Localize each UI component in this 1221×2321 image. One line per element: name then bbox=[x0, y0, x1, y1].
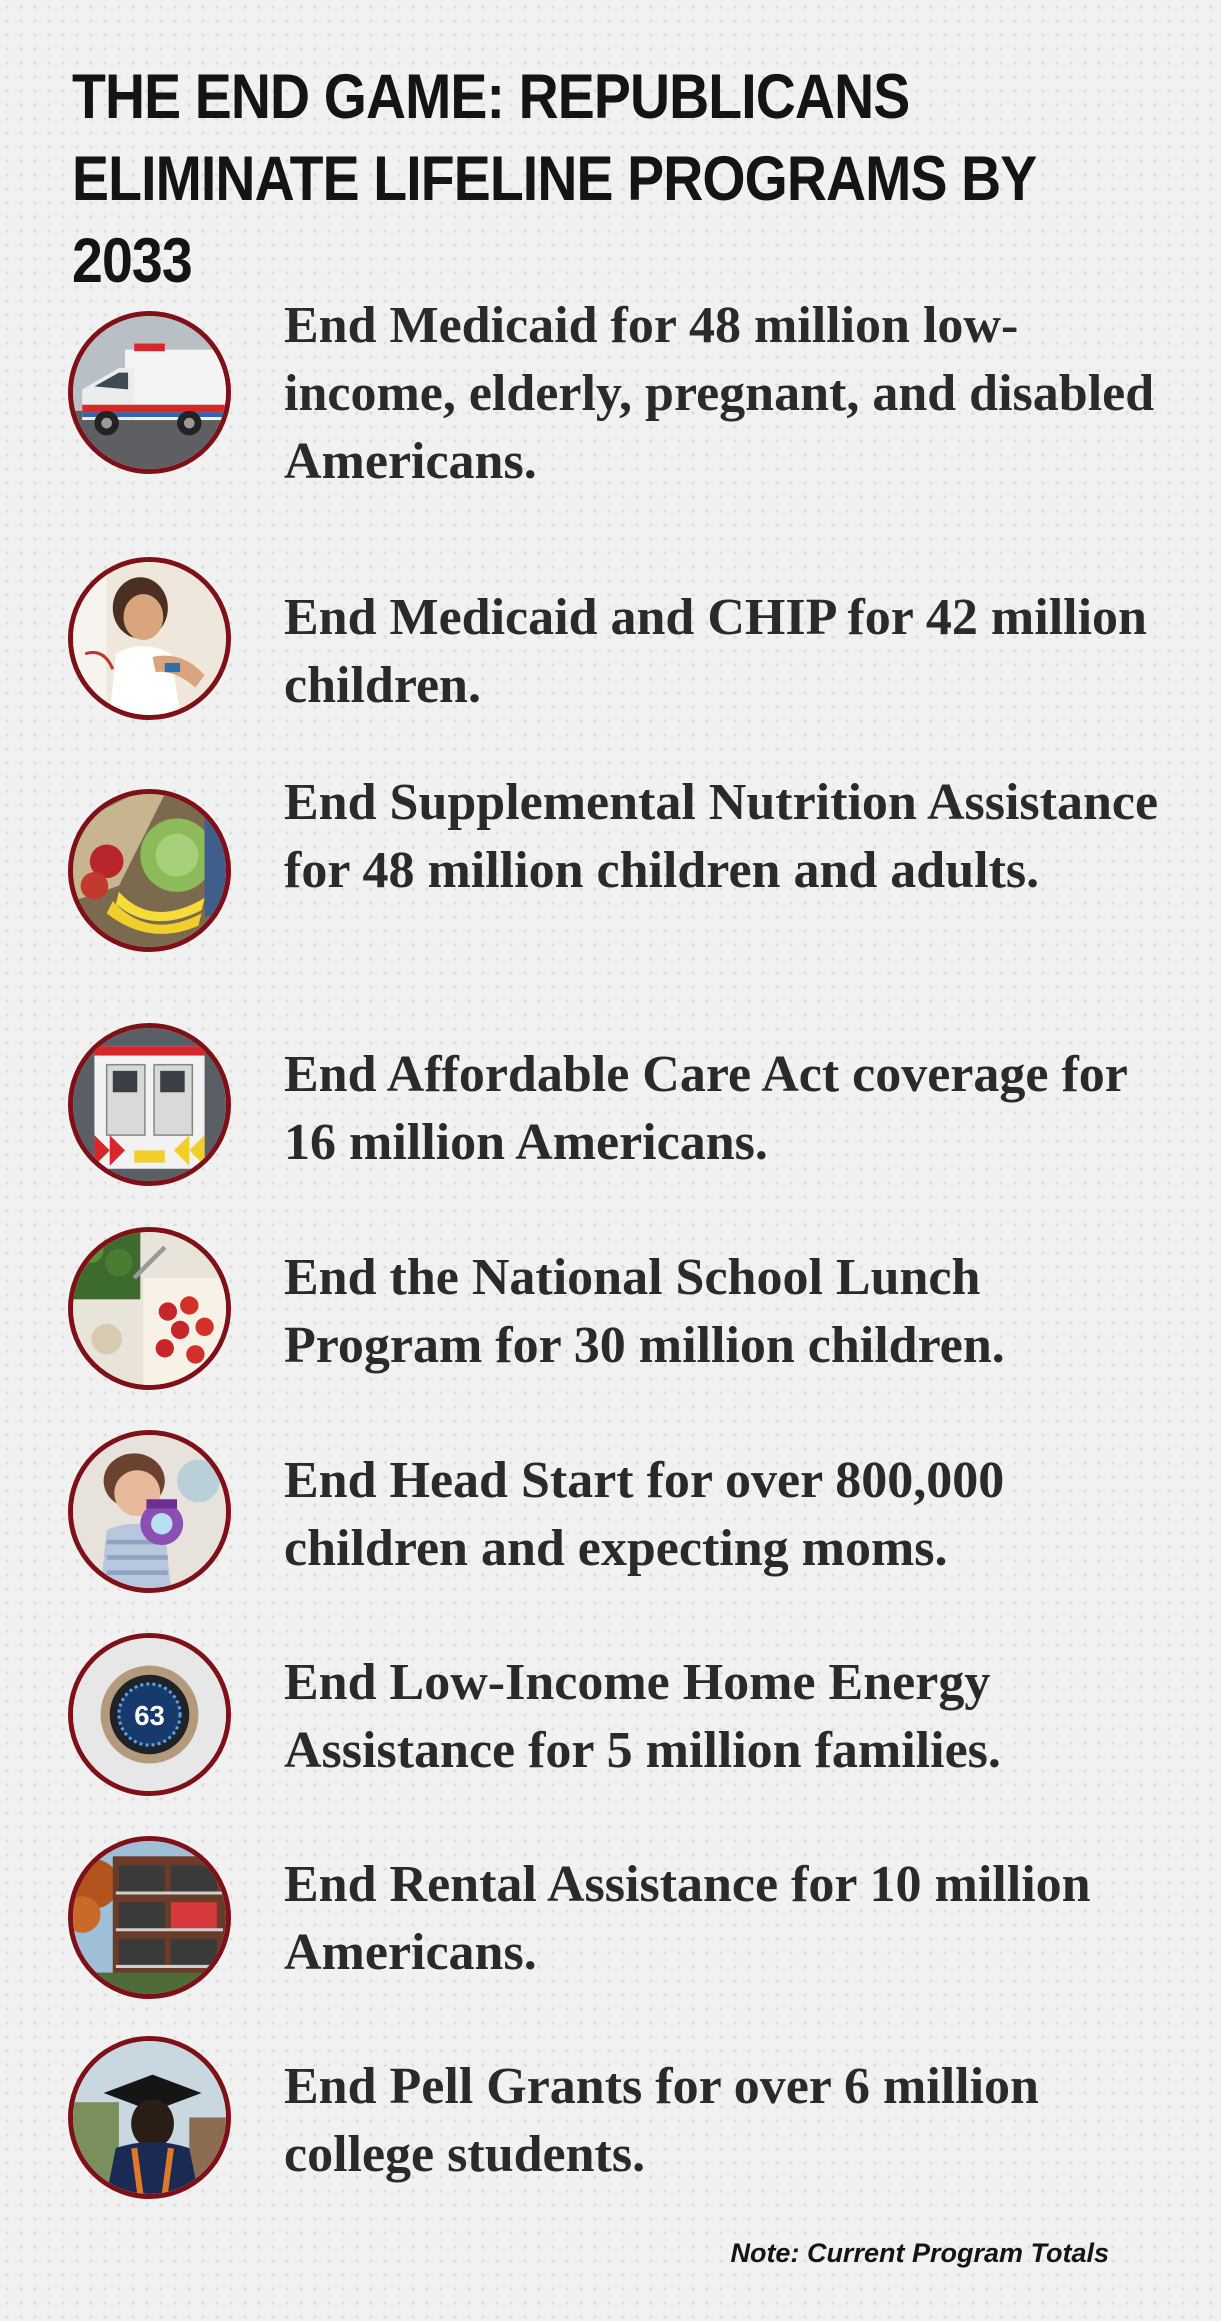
child-doctor-icon bbox=[68, 557, 231, 720]
toddler-toy-icon bbox=[68, 1430, 231, 1593]
page-title: THE END GAME: REPUBLICANS ELIMINATE LIFELINE PROGRAMS BY 2033 bbox=[72, 62, 1036, 296]
item-text: End Supplemental Nutrition Assistance for 48 million children and adults. bbox=[284, 774, 1159, 899]
item-text: End Medicaid and CHIP for 42 million children. bbox=[284, 589, 1147, 714]
graduate-icon bbox=[68, 2036, 231, 2199]
thermostat-icon bbox=[68, 1633, 231, 1796]
ambulance-icon bbox=[68, 311, 231, 474]
groceries-icon bbox=[68, 789, 231, 952]
ambulance-rear-icon bbox=[68, 1023, 231, 1186]
item-text: End Medicaid for 48 million low-income, elderly, pregnant, and disabled Americans. bbox=[284, 297, 1155, 490]
item-text: End Low-Income Home Energy Assistance for 5 million families. bbox=[284, 1654, 1001, 1779]
item-text: End Affordable Care Act coverage for 16 million Americans. bbox=[284, 1046, 1127, 1171]
item-text: End Head Start for over 800,000 children and expecting moms. bbox=[284, 1452, 1005, 1577]
school-lunch-icon bbox=[68, 1227, 231, 1390]
apartment-building-icon bbox=[68, 1836, 231, 1999]
item-text: End Pell Grants for over 6 million college students. bbox=[284, 2058, 1039, 2183]
thermostat-reading: 63 bbox=[134, 1700, 165, 1732]
item-text: End Rental Assistance for 10 million Americans. bbox=[284, 1856, 1091, 1981]
footnote: Note: Current Program Totals bbox=[730, 2238, 1109, 2268]
item-text: End the National School Lunch Program for 30 million children. bbox=[284, 1249, 1005, 1374]
